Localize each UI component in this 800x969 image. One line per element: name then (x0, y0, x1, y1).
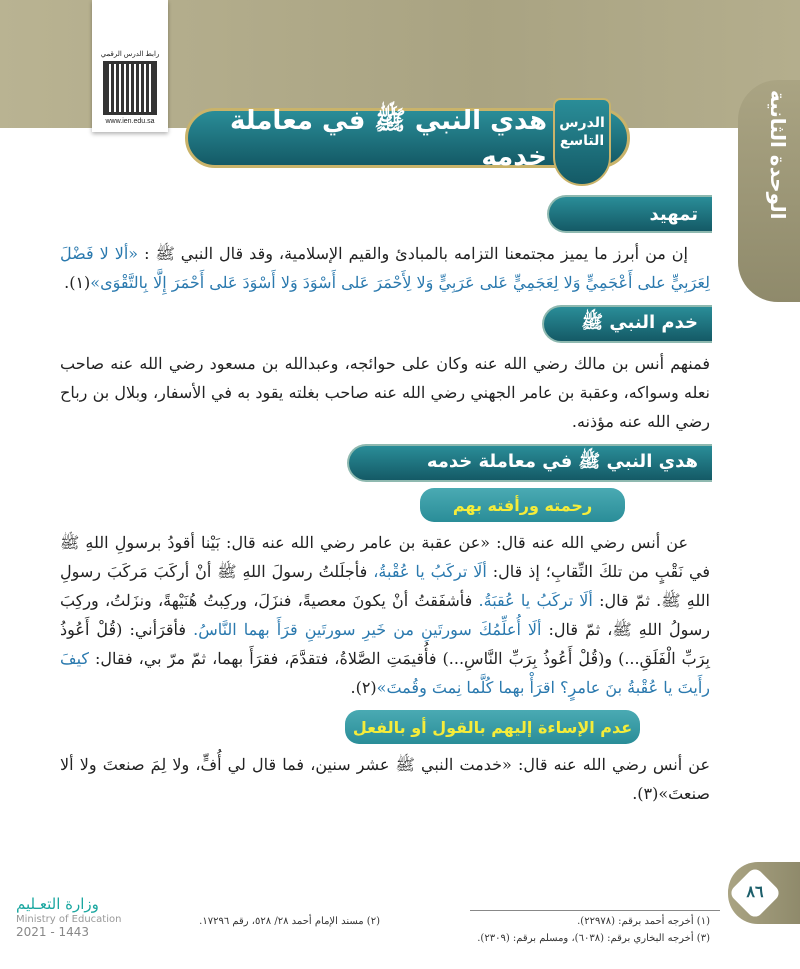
lesson-badge: الدرس التاسع (553, 98, 611, 186)
qr-label: رابط الدرس الرقمي (100, 51, 160, 58)
no-harm-paragraph: عن أنس رضي الله عنه قال: «خدمت النبي ﷺ عشر سنين، فما قال لي أُفٍّ، ولا لِمَ صنعتَ ولا ألا صنعتَ»(٣). (60, 755, 711, 803)
unit-tab-label: الوحدة الثانية (766, 90, 790, 220)
qr-card[interactable] (92, 0, 168, 132)
ministry-arabic: وزارة التعـليم (16, 895, 99, 913)
page-number-badge (728, 862, 800, 924)
text: عن أنس رضي الله عنه قال: «عن عقبة بن عامر رضي الله عنه قال: بَيْنا أقودُ برسولِ اللهِ ﷺ في نَقْبٍ من تلكَ النِّقابِ؛ إذ قال: (60, 533, 710, 581)
intro-paragraph (60, 239, 712, 297)
qr-code-icon[interactable] (103, 61, 157, 115)
footnote-1: (١) أخرجه أحمد برقم: (٢٢٩٧٨). (577, 916, 710, 927)
mercy-paragraph (60, 528, 712, 702)
quote: ألَا أُعلِّمُكَ سورتَينِ من خَيرِ سورتَينِ قرَأَ بهما النَّاسُ. (193, 620, 542, 639)
section-heading-servants: خدم النبي ﷺ (542, 305, 712, 343)
text: فأشفَقتُ أنْ يكونَ معصيةً، فنزَلَ، وركِبتُ هُنَيْهةً، ونزَلتُ، وركِبَ رسولُ اللهِ ﷺ، ثمّ قال: (60, 591, 710, 639)
unit-tab (738, 80, 800, 302)
quote: كيفَ رأَيتَ يا عُقْبةُ بنَ عامرٍ؟ اقرَأْ بهما كُلَّما نِمتَ وقُمتَ» (60, 649, 710, 697)
main-content (60, 195, 712, 816)
servants-paragraph: فمنهم أنس بن مالك رضي الله عنه وكان على حوائجه، وعبدالله بن مسعود رضي الله عنه صاحب نعله وسواكه، وعقبة بن عامر الجهني رضي الله عنه صاحب بغلته يقود به في الأسفار، وبلال بن رباح رضي الله عنه مؤذنه. (60, 354, 710, 431)
subheading-no-harm: عدم الإساءة إليهم بالقول أو بالفعل (345, 710, 640, 744)
intro-quote: «ألا لا فَضْلَ لِعَرَبِيٍّ على أَعْجَمِيٍّ وَلا لِعَجَمِيٍّ عَلى عَرَبِيٍّ وَلا لِأَحْمَرَ عَلى أَسْوَدَ وَلا أَسْوَدَ عَلى أَحْمَرَ إِلَّا بِالتَّقْوَى» (60, 244, 710, 292)
section-heading-intro: تمهيد (547, 195, 712, 233)
subheading-mercy: رحمته ورأفته بهم (420, 488, 625, 522)
text: فأقرَأني: (قُلْ أَعُوذُ بِرَبِّ الْفَلَقِ...) و(قُلْ أَعُوذُ بِرَبِّ النَّاسِ...) فأُقيمَتِ الصَّلاةُ، فتقدَّمَ، فقرَأَ بهما، ثمّ مرّ بي، فقال: (60, 620, 710, 668)
footnote-3: (٣) أخرجه البخاري برقم: (٦٠٣٨)، ومسلم برقم: (٢٣٠٩). (477, 933, 710, 944)
ministry-english: Ministry of Education (16, 914, 122, 925)
lesson-title: هدي النبي ﷺ في معاملة خدمه (185, 108, 630, 168)
quote: ألَا تركَبُ يا عُقبَةُ. (478, 591, 593, 610)
section-heading-guidance: هدي النبي ﷺ في معاملة خدمه (347, 444, 712, 482)
footnote-divider (470, 910, 720, 911)
footnote-ref: (٢). (350, 678, 377, 697)
qr-url[interactable]: www.ien.edu.sa (105, 118, 155, 125)
intro-text: إن من أبرز ما يميز مجتمعنا التزامه بالمبادئ والقيم الإسلامية، وقد قال النبي ﷺ : (144, 244, 688, 263)
footnote-2: (٢) مسند الإمام أحمد ٢٨/ ٥٢٨، رقم ١٧٢٩٦. (199, 916, 380, 927)
text: فأجلَلتُ رسولَ اللهِ ﷺ أنْ أركَبَ مَركَبَ رسولِ اللهِ ﷺ. ثمّ قال: (60, 562, 710, 610)
ministry-logo (16, 895, 121, 939)
page-number: ٨٦ (746, 882, 764, 901)
ministry-year: 2021 - 1443 (16, 925, 90, 939)
footnote-ref: (١). (64, 273, 91, 292)
quote: ألَا تركَبُ يا عُقْبةُ، (373, 562, 487, 581)
